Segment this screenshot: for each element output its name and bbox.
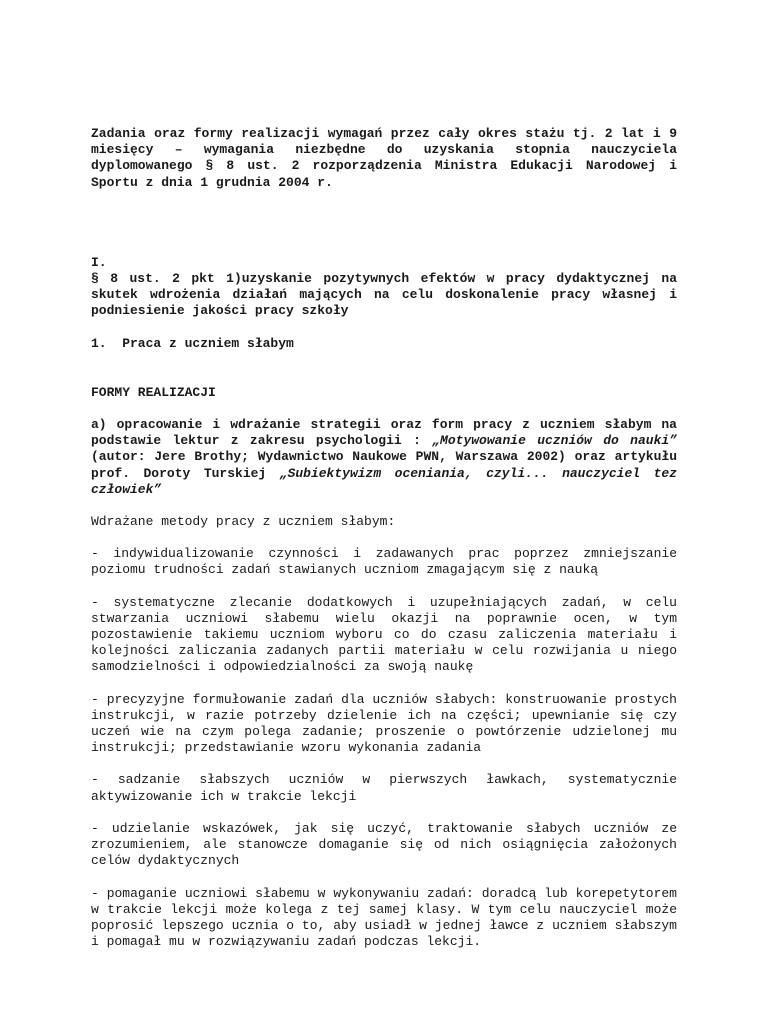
item-heading: 1. Praca z uczniem słabym xyxy=(91,335,294,351)
spacer xyxy=(91,676,677,692)
spacer xyxy=(91,320,677,336)
document-page xyxy=(91,126,677,950)
form-a-middle: (autor: Jere Brothy; Wydawnictwo Naukowe PWN, Warszawa 2002) oraz artykułu prof. Doroty Turskiej xyxy=(91,449,677,481)
document-title: Zadania oraz formy realizacji wymagań przez cały okres stażu tj. 2 lat i 9 miesięcy – wymagania niezbędne do uzyskania stopnia nauczyciela dyplomowanego § 8 ust. 2 rozporządzenia Ministra Edukacji Narodowej i Sportu z dnia 1 grudnia 2004 r. xyxy=(91,126,677,190)
spacer xyxy=(91,352,677,385)
spacer xyxy=(91,401,677,417)
spacer xyxy=(91,870,677,886)
method-item: - udzielanie wskazówek, jak się uczyć, traktowanie słabych uczniów ze zrozumieniem, ale stanowcze domaganie się od nich osiągnięcia założonych celów dydaktycznych xyxy=(91,820,677,869)
spacer xyxy=(91,191,677,255)
methods-intro: Wdrażane metody pracy z uczniem słabym: xyxy=(91,514,396,530)
forms-heading: FORMY REALIZACJI xyxy=(91,384,216,400)
spacer xyxy=(91,498,677,514)
method-item: - systematyczne zlecanie dodatkowych i uzupełniających zadań, w celu stwarzania uczniowi słabemu wielu okazji na poprawnie ocen, w tym pozostawienie takiemu uczniom wyboru co do czasu zaliczenia materiału i kolejności zaliczania zadanych partii materiału w celu rozwijania u niego samodzielności i odpowiedzialności za swoją naukę xyxy=(91,594,677,675)
method-item: - sadzanie słabszych uczniów w pierwszych ławkach, systematycznie aktywizowanie ich w trakcie lekcji xyxy=(91,772,677,804)
spacer xyxy=(91,530,677,546)
section-number: I. xyxy=(91,254,107,270)
form-a-prefix: a) opracowanie i wdrażanie strategii oraz form pracy z uczniem słabym na podstawie lektur z zakresu psychologii : xyxy=(91,417,677,449)
spacer xyxy=(91,756,677,772)
section-heading: § 8 ust. 2 pkt 1)uzyskanie pozytywnych efektów w pracy dydaktycznej na skutek wdrożenia działań mających na celu doskonalenie pracy własnej i podniesienie jakości pracy szkoły xyxy=(91,271,677,319)
method-item: - pomaganie uczniowi słabemu w wykonywaniu zadań: doradcą lub korepetytorem w trakcie lekcji może kolega z tej samej klasy. W tym celu nauczyciel może poprosić lepszego ucznia o to, aby usiadł w jednej ławce z uczniem słabszym i pomagał mu w rozwiązywaniu zadań podczas lekcji. xyxy=(91,885,677,950)
spacer xyxy=(91,579,677,595)
spacer xyxy=(91,805,677,821)
form-a-title-1: „Motywowanie uczniów do nauki” xyxy=(432,433,677,449)
method-item: - indywidualizowanie czynności i zadawanych prac poprzez zmniejszanie poziomu trudności zadań stawianych uczniom zmagającym się z nauką xyxy=(91,546,677,578)
form-a-paragraph xyxy=(91,417,677,498)
method-item: - precyzyjne formułowanie zadań dla uczniów słabych: konstruowanie prostych instrukcji, w razie potrzeby dzielenie ich na części; upewnianie się czy uczeń wie na czym polega zadanie; proszenie o powtórzenie udzielonej mu instrukcji; przedstawianie wzoru wykonania zadania xyxy=(91,691,677,756)
form-a-title-2: „Subiektywizm oceniania, czyli... nauczyciel tez człowiek” xyxy=(91,465,677,497)
